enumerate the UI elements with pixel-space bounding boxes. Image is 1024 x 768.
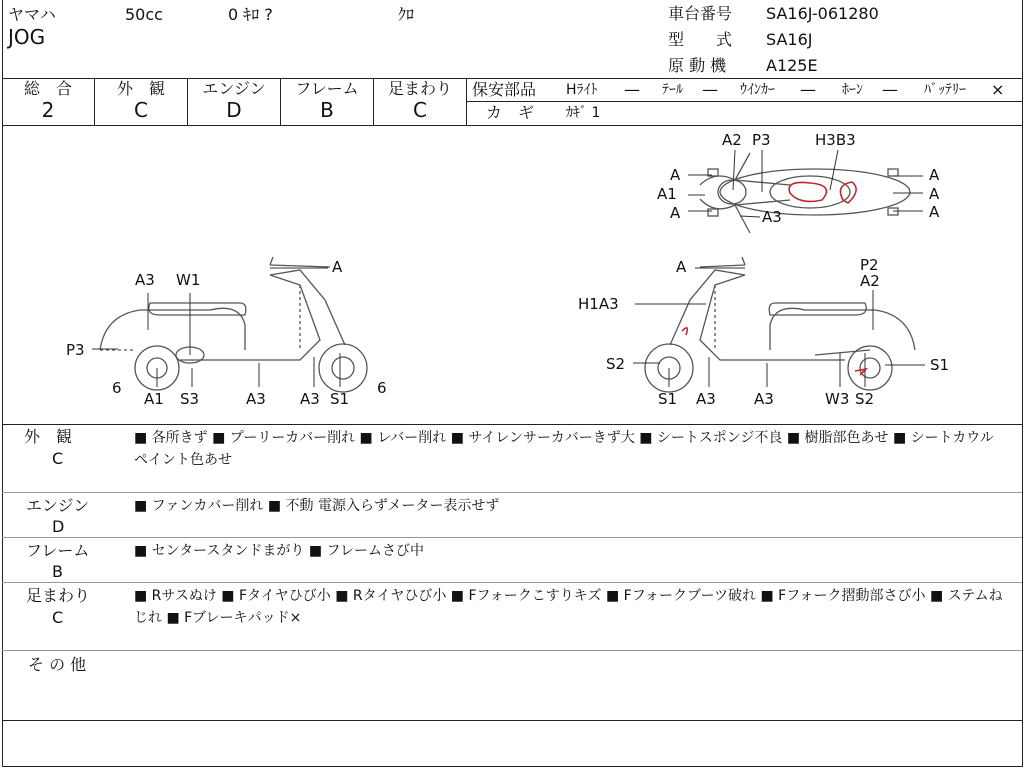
diagram-label: S1 — [658, 390, 678, 408]
notes-divider — [2, 650, 1022, 651]
frame-no: SA16J-061280 — [766, 4, 879, 23]
frame-no-label: 車台番号 — [668, 4, 733, 23]
scooter-diagram — [0, 125, 1024, 425]
diagram-label: S1 — [930, 356, 950, 374]
grade-value-exterior: C — [134, 98, 148, 122]
diagram-label: A3 — [300, 390, 320, 408]
diagram-label: S2 — [855, 390, 875, 408]
diagram-label: A1 — [144, 390, 164, 408]
key-label: カ ギ — [486, 103, 535, 122]
safety-status-winker: — — [800, 80, 816, 99]
notes-divider — [2, 492, 1022, 493]
safety-status-battery: × — [991, 80, 1005, 99]
diagram-label: A1 — [657, 185, 677, 203]
diagram-labels-left — [66, 258, 387, 408]
grade-value-suspension: C — [413, 98, 427, 122]
grade-label-overall: 総 合 — [23, 79, 72, 98]
diagram-label: S1 — [330, 390, 350, 408]
note-text: ■ 各所きず ■ プーリーカバー削れ ■ レバー削れ ■ サイレンサーカバーきず大 ■ シートスポンジ不良 ■ 樹脂部色あせ ■ シートカウルペイント色あせ — [134, 430, 994, 468]
diagram-label: A — [929, 185, 940, 203]
maker: ヤマハ — [8, 5, 56, 24]
diagram-label: A3 — [135, 271, 155, 289]
diagram-label: 6 — [112, 379, 122, 397]
safety-label: 保安部品 — [472, 80, 537, 99]
diagram-label: A3 — [762, 208, 782, 226]
note-grade: B — [52, 562, 63, 581]
diagram-label: H3B3 — [815, 131, 856, 149]
diagram-label: W1 — [176, 271, 201, 289]
type-value: SA16J — [766, 30, 813, 49]
diagram-label: 6 — [377, 379, 387, 397]
notes-divider — [2, 537, 1022, 538]
note-category: フレーム — [26, 541, 90, 560]
safety-status-horn: — — [882, 80, 898, 99]
safety-divider — [466, 101, 1022, 102]
key-value: ｶｷﾞ 1 — [566, 105, 601, 121]
diagram-label: S2 — [606, 355, 626, 373]
safety-item-horn: ﾎｰﾝ — [842, 82, 863, 98]
safety-item-tail: ﾃｰﾙ — [662, 82, 683, 98]
diagram-label: H1A3 — [578, 295, 619, 313]
diagram-label: S3 — [180, 390, 200, 408]
grade-divider — [466, 78, 467, 125]
grade-value-frame: B — [320, 98, 334, 122]
scooter-top-view — [700, 153, 910, 233]
diagram-label: P2 — [860, 256, 879, 274]
diagram-label: A — [929, 203, 940, 221]
diagram-label: A — [929, 166, 940, 184]
grade-label-suspension: 足まわり — [387, 79, 452, 98]
mileage: 0 ｷﾛ ? — [228, 5, 273, 24]
diagram-labels-right — [578, 256, 949, 408]
diagram-label: A — [670, 166, 681, 184]
diagram-label: A — [676, 258, 687, 276]
grade-value-engine: D — [226, 98, 242, 122]
diagram-label: A — [332, 258, 343, 276]
type-label: 型 式 — [668, 30, 733, 49]
engine-value: A125E — [766, 56, 818, 75]
diagram-label: A3 — [754, 390, 774, 408]
note-text: ■ Rサスぬけ ■ Fタイヤひび小 ■ Rタイヤひび小 ■ Fフォークこすりキズ ■ Fフォークブーツ破れ ■ Fフォーク摺動部さび小 ■ ステムねじれ ■ Fブレーキパッド× — [134, 588, 1003, 626]
grade-value-overall: 2 — [41, 98, 55, 122]
notes-bottom — [2, 720, 1022, 721]
safety-status-headlight: — — [624, 80, 640, 99]
note-text: ■ ファンカバー削れ ■ 不動 電源入らずメーター表示せず — [134, 498, 500, 514]
notes-top — [2, 424, 1022, 425]
diagram-label: A — [670, 204, 681, 222]
note-text: ■ センタースタンドまがり ■ フレームさび中 — [134, 543, 424, 559]
note-grade: D — [52, 517, 65, 536]
diagram-label: A3 — [246, 390, 266, 408]
grade-label-frame: フレーム — [295, 79, 359, 98]
note-grade: C — [52, 449, 64, 468]
safety-item-winker: ｳｲﾝｶｰ — [740, 82, 775, 98]
diagram-label: A2 — [722, 131, 742, 149]
diagram-label: P3 — [66, 341, 85, 359]
safety-item-headlight: Hﾗｲﾄ — [566, 82, 598, 98]
notes-divider — [2, 582, 1022, 583]
color: ｸﾛ — [398, 5, 415, 24]
diagram-label: W3 — [825, 390, 850, 408]
safety-item-battery: ﾊﾞｯﾃﾘｰ — [924, 82, 966, 98]
note-category: 足まわり — [26, 586, 91, 605]
note-category: エンジン — [26, 496, 90, 515]
displacement: 50cc — [125, 5, 163, 24]
note-grade: C — [52, 608, 64, 627]
note-category: そ の 他 — [28, 655, 87, 674]
diagram-label: A2 — [860, 272, 880, 290]
note-category: 外 観 — [24, 427, 73, 446]
model-name: JOG — [8, 25, 46, 49]
grade-label-engine: エンジン — [202, 79, 266, 98]
safety-status-tail: — — [702, 80, 718, 99]
engine-label: 原 動 機 — [668, 56, 727, 75]
grade-label-exterior: 外 観 — [116, 79, 165, 98]
diagram-label: A3 — [696, 390, 716, 408]
diagram-label: P3 — [752, 131, 771, 149]
